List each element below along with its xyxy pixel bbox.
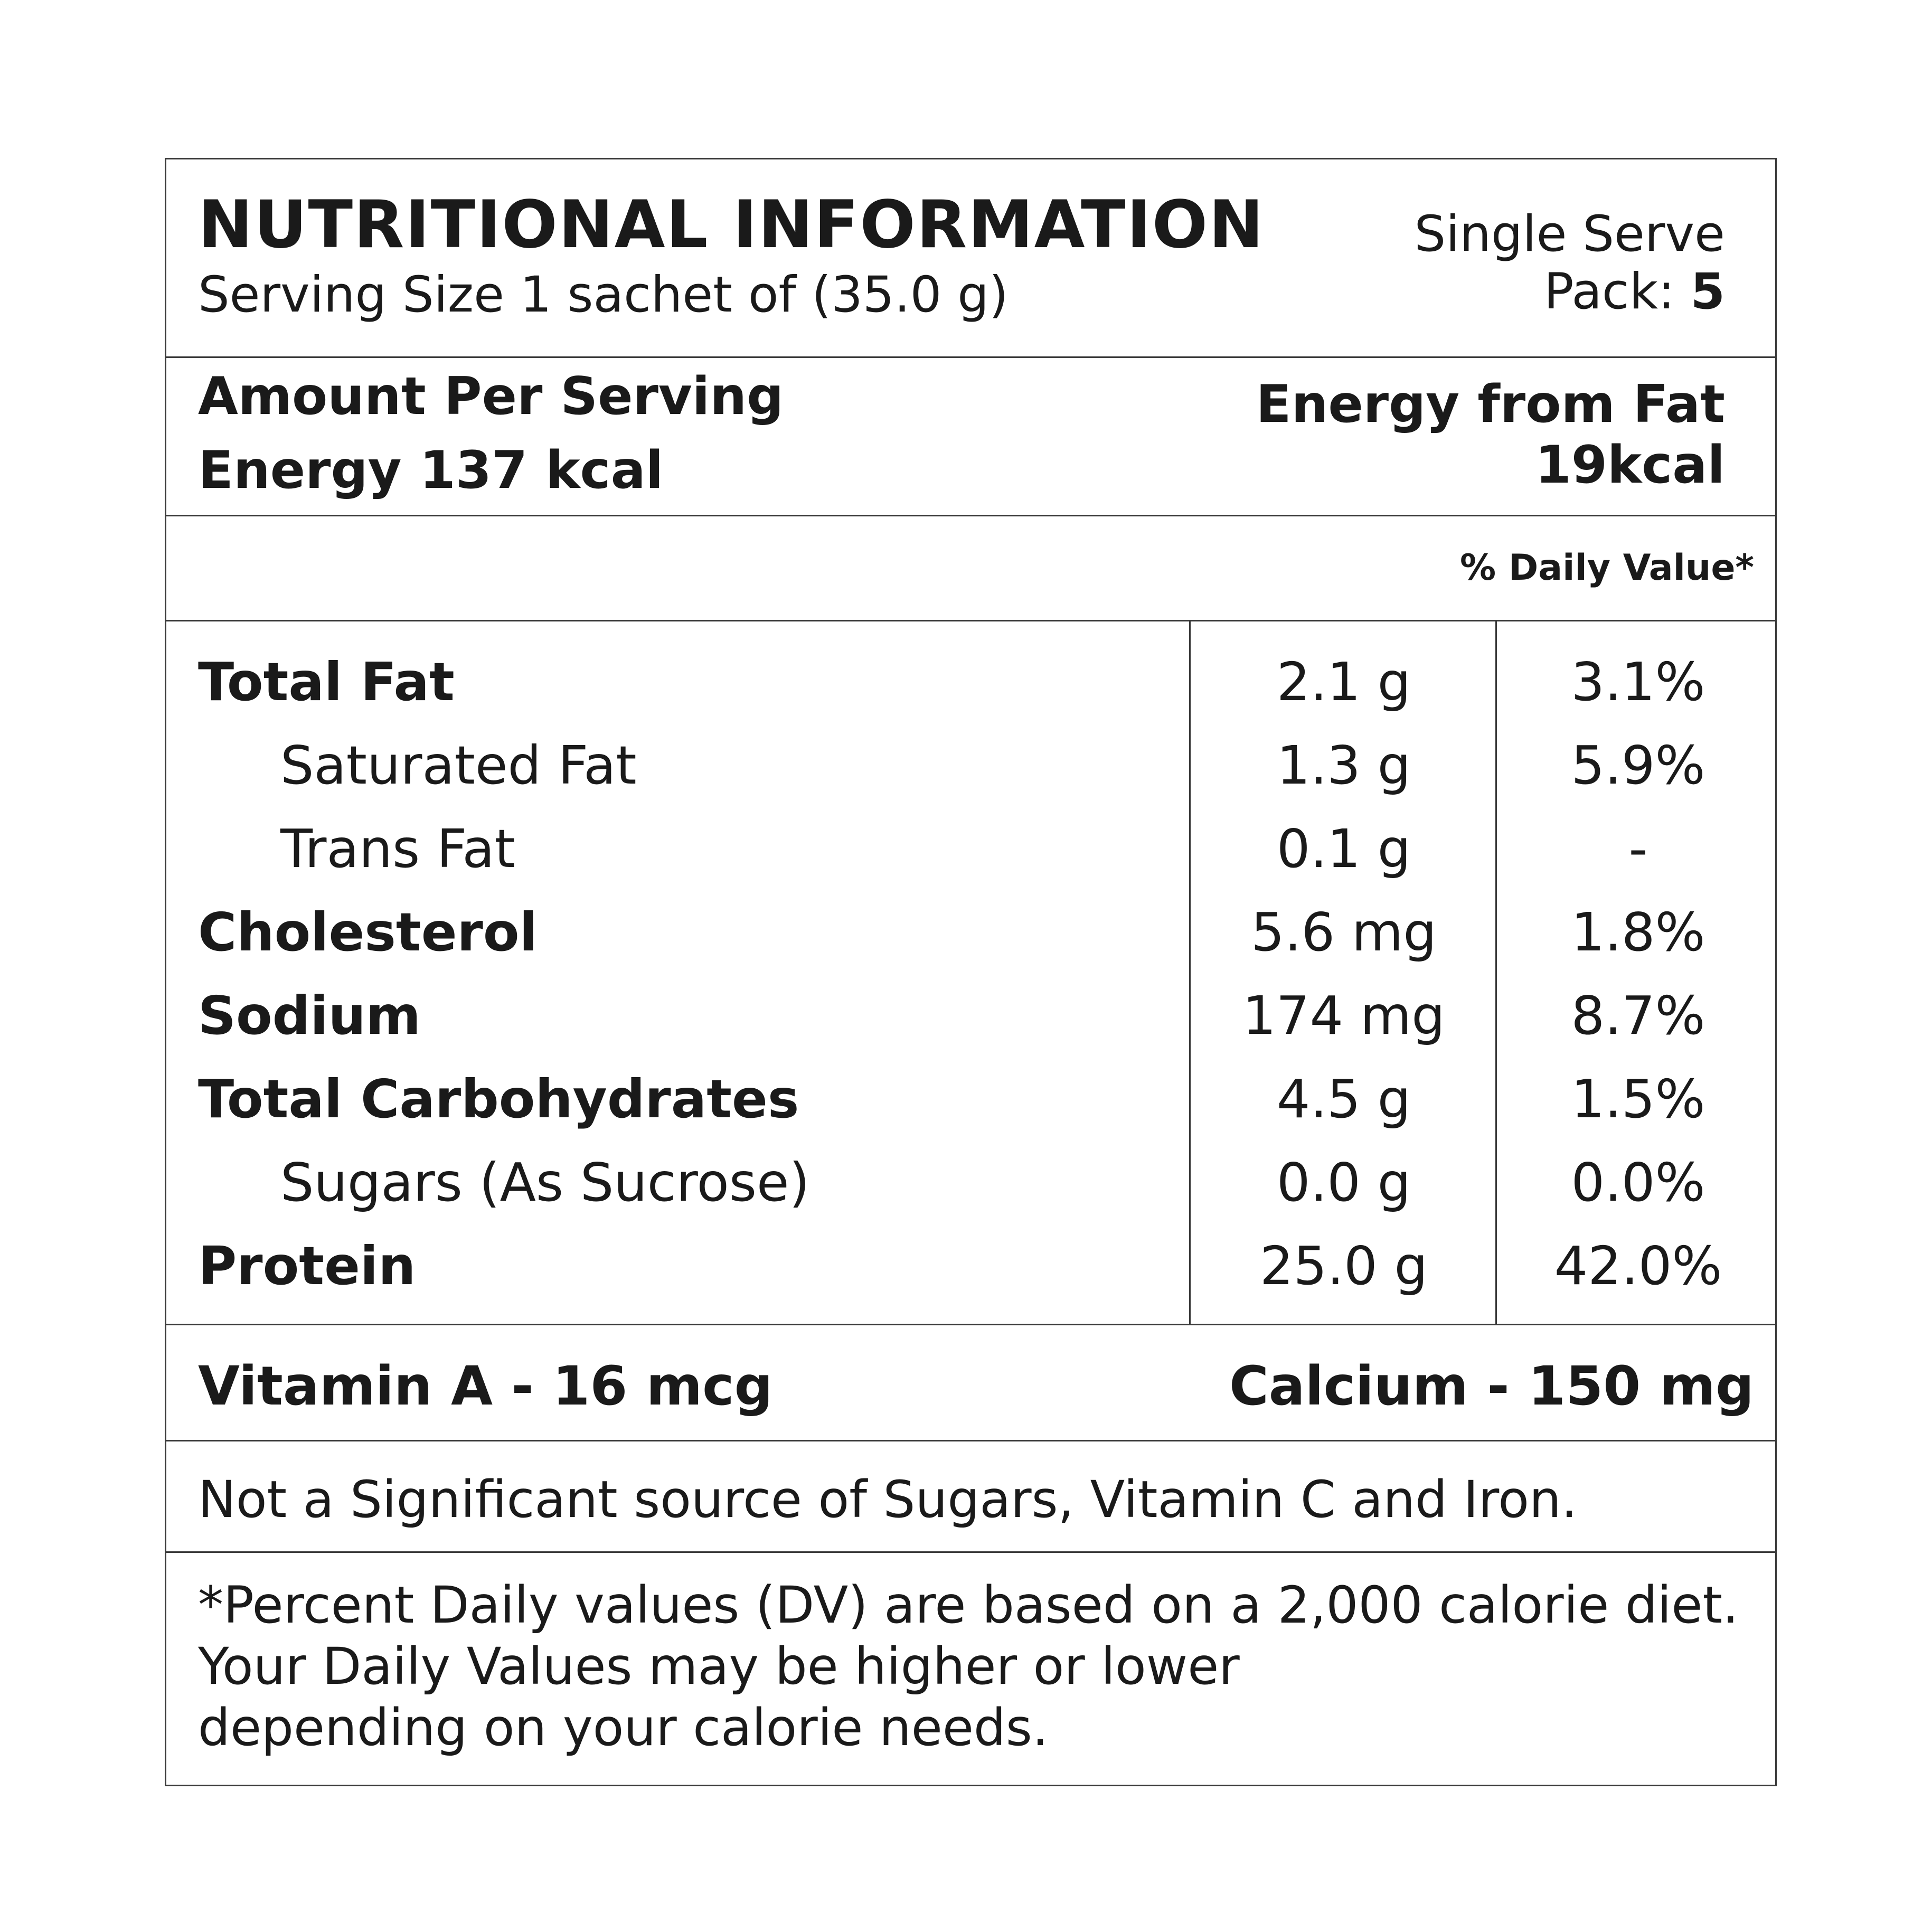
nutrient-name: Trans Fat [280, 818, 515, 880]
nutrient-name: Sodium [198, 985, 421, 1047]
nutrient-name: Protein [198, 1235, 416, 1297]
energy-value: Energy 137 kcal [198, 440, 664, 501]
footnote-line: Your Daily Values may be higher or lower [198, 1637, 1240, 1696]
footnote-line: depending on your calorie needs. [198, 1698, 1049, 1757]
nutrient-amount: 25.0 g [1260, 1235, 1428, 1297]
nutrient-dv: 3.1% [1571, 651, 1705, 713]
divider [166, 1440, 1775, 1441]
nutrient-dv: - [1628, 818, 1648, 880]
pack-value: 5 [1690, 263, 1725, 321]
pack-label: Pack: [1543, 263, 1691, 321]
single-serve: Single Serve [1414, 205, 1725, 263]
pack-count [1543, 263, 1725, 321]
divider [166, 515, 1775, 516]
footnote-line: *Percent Daily values (DV) are based on a 2,000 calorie diet. [198, 1576, 1739, 1635]
nutrient-dv: 8.7% [1571, 985, 1705, 1047]
nutrient-name: Total Carbohydrates [198, 1068, 799, 1130]
nutrient-dv: 1.8% [1571, 901, 1705, 963]
nutrient-amount: 0.0 g [1276, 1152, 1411, 1213]
nutrient-dv: 1.5% [1571, 1068, 1705, 1130]
column-divider [1189, 620, 1191, 1324]
nutrient-name: Sugars (As Sucrose) [280, 1152, 810, 1213]
nutrient-dv: 42.0% [1554, 1235, 1722, 1297]
nutrition-label [165, 158, 1777, 1786]
divider [166, 1551, 1775, 1553]
energy-from-fat-label: Energy from Fat [1256, 374, 1725, 435]
daily-value-header: % Daily Value* [1460, 547, 1754, 589]
vitamin-a: Vitamin A - 16 mcg [198, 1355, 773, 1418]
nutrient-amount: 174 mg [1242, 985, 1445, 1047]
nutrient-dv: 5.9% [1571, 734, 1705, 796]
serving-size: Serving Size 1 sachet of (35.0 g) [198, 266, 1009, 324]
divider [166, 620, 1775, 621]
nutrient-amount: 0.1 g [1276, 818, 1411, 880]
label-title: NUTRITIONAL INFORMATION [198, 187, 1265, 263]
energy-from-fat-value: 19kcal [1535, 435, 1725, 495]
nutrient-amount: 2.1 g [1276, 651, 1411, 713]
nutrient-name: Cholesterol [198, 901, 538, 963]
divider [166, 1324, 1775, 1325]
calcium: Calcium - 150 mg [1229, 1355, 1754, 1418]
amount-per-serving: Amount Per Serving [198, 366, 784, 427]
nutrient-dv: 0.0% [1571, 1152, 1705, 1213]
nutrient-amount: 4.5 g [1276, 1068, 1411, 1130]
divider [166, 356, 1775, 358]
nutrient-amount: 1.3 g [1276, 734, 1411, 796]
column-divider [1495, 620, 1497, 1324]
nutrient-name: Total Fat [198, 651, 455, 713]
significance-note: Not a Significant source of Sugars, Vitamin C and Iron. [198, 1470, 1578, 1529]
nutrient-name: Saturated Fat [280, 734, 637, 796]
nutrient-amount: 5.6 mg [1251, 901, 1437, 963]
